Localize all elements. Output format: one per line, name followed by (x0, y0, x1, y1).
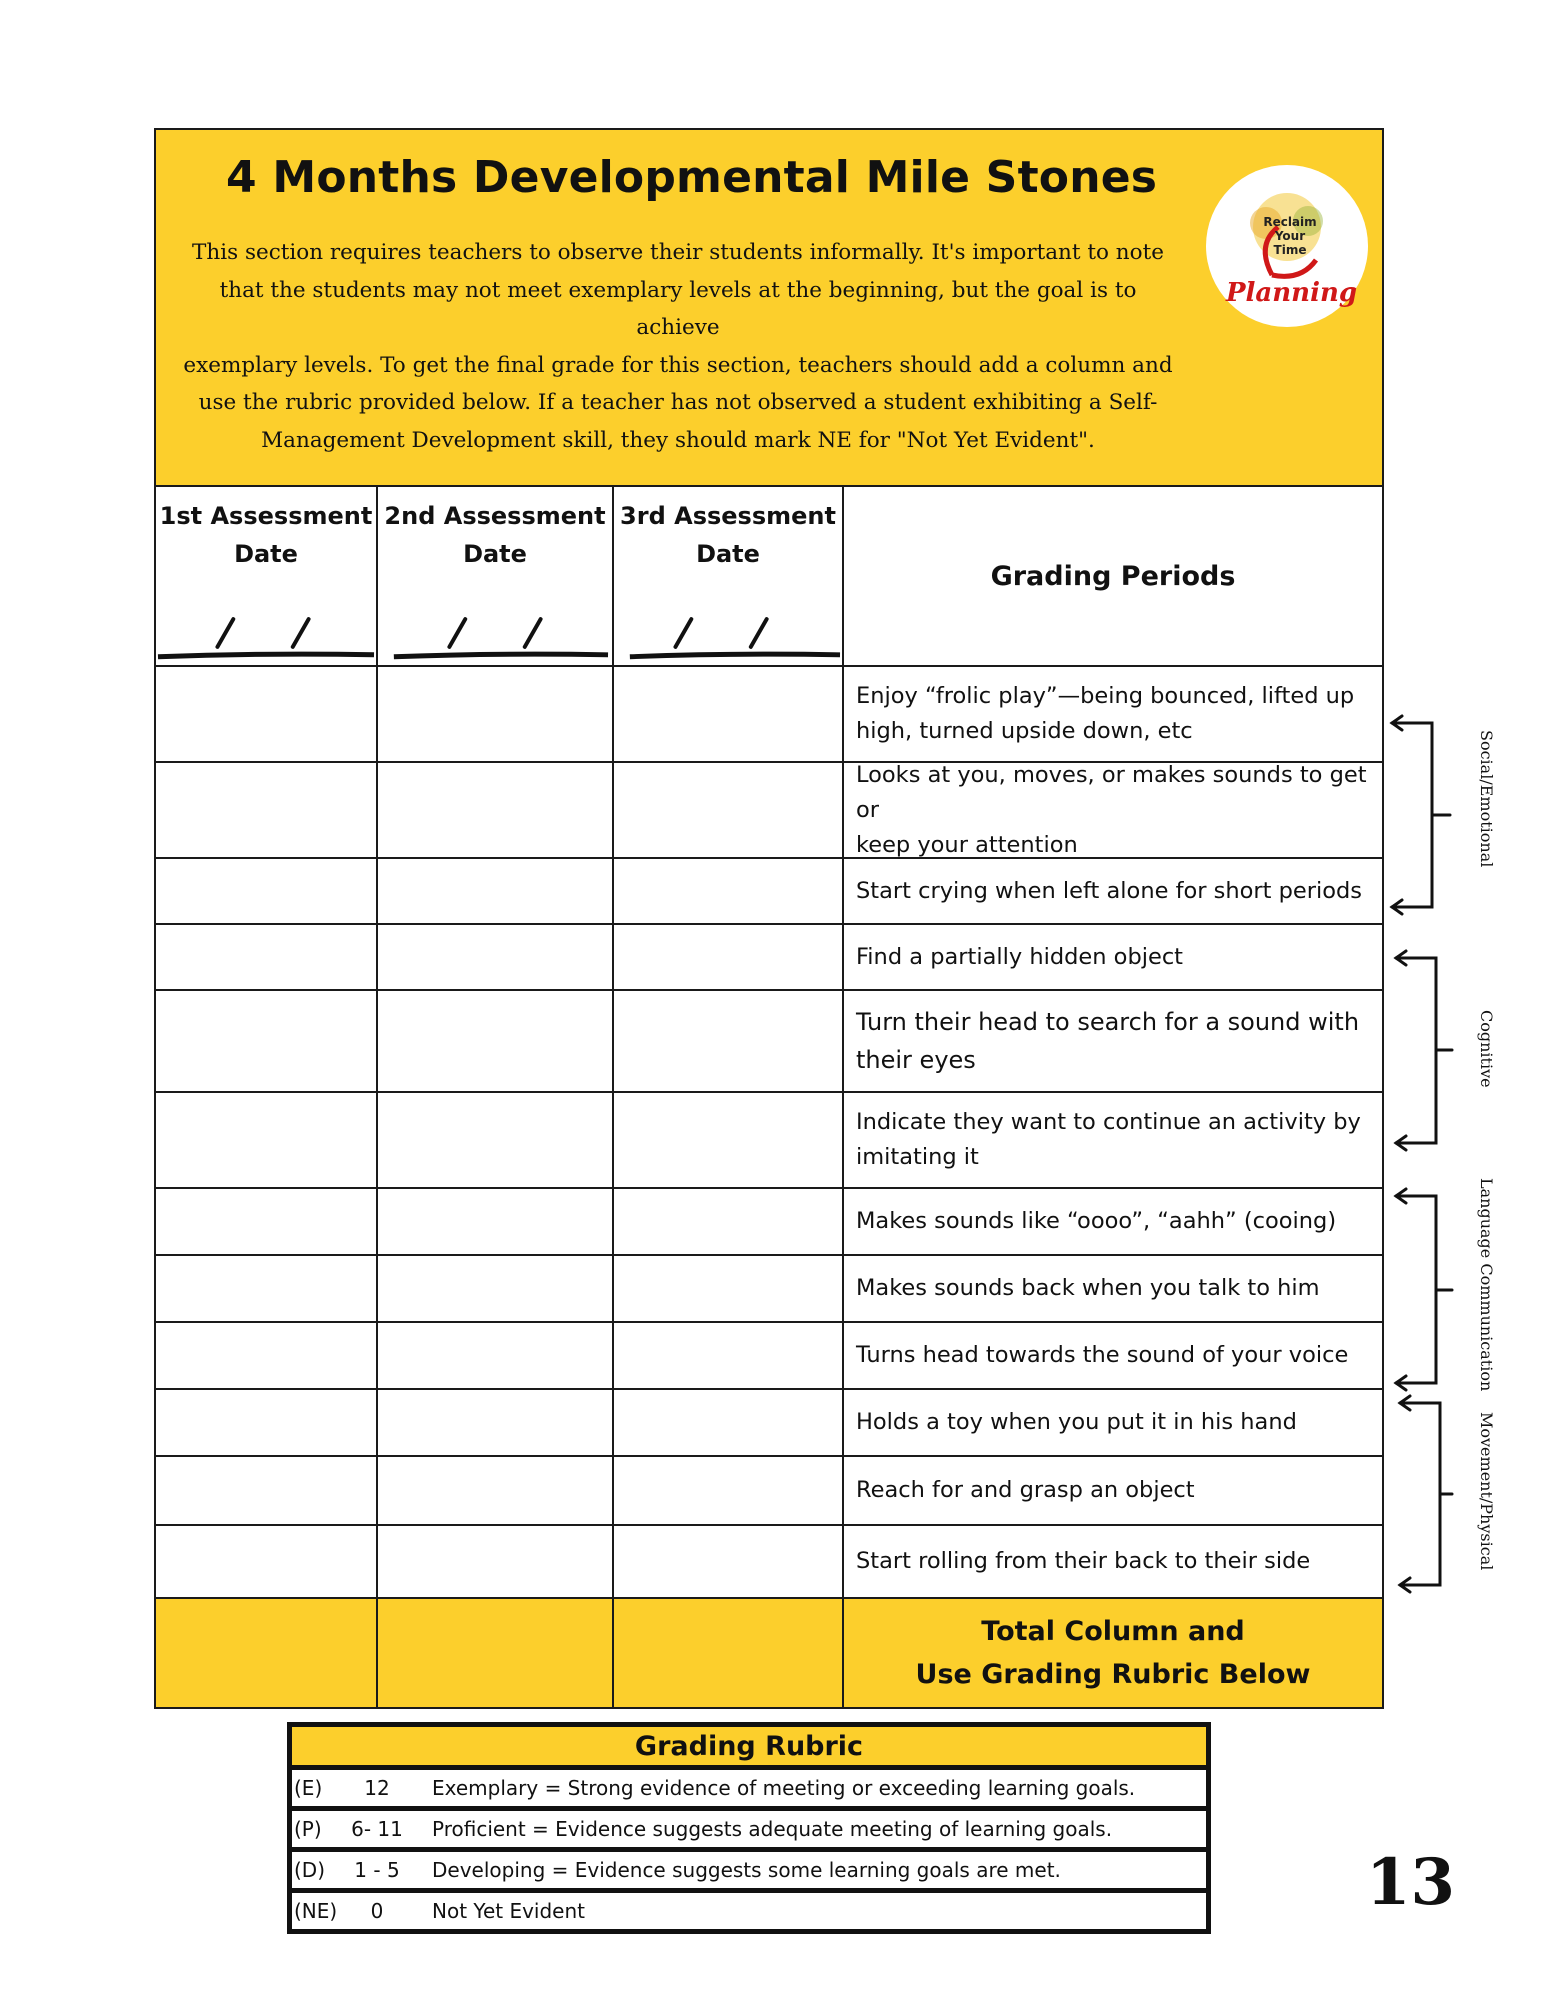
rubric-row: (E) 12 Exemplary = Strong evidence of meeting or exceeding learning goals. (287, 1770, 1211, 1811)
assessment-2-cell[interactable] (378, 991, 614, 1091)
milestone-text: Indicate they want to continue an activity by imitating it (856, 1109, 1361, 1170)
assessment-1-cell[interactable] (156, 1256, 378, 1321)
table-row (156, 761, 1382, 857)
logo-tagline: Reclaim Your Time (1263, 215, 1317, 257)
assessment-3-cell[interactable] (614, 667, 844, 761)
assessment-3-cell[interactable] (614, 1256, 844, 1321)
intro-line: that the students may not meet exemplary levels at the beginning, but the goal is to achieve (219, 277, 1137, 340)
assessment-1-cell[interactable] (156, 1390, 378, 1455)
assessment-2-cell[interactable] (378, 925, 614, 989)
assessment-2-cell[interactable] (378, 1093, 614, 1187)
rubric-row: (P) 6- 11 Proficient = Evidence suggests adequate meeting of learning goals. (287, 1811, 1211, 1852)
assessment-3-cell[interactable] (614, 1093, 844, 1187)
grading-rubric (287, 1722, 1211, 1934)
table-row (156, 1187, 1382, 1254)
milestone-text: Turn their head to search for a sound with their eyes (856, 1008, 1360, 1074)
assessment-2-cell[interactable] (378, 1526, 614, 1597)
milestone-text: Makes sounds like “oooo”, “aahh” (cooing) (856, 1208, 1337, 1234)
category-brackets-icon (1384, 700, 1454, 1600)
assessment-1-cell[interactable] (156, 991, 378, 1091)
assessment-1-cell[interactable] (156, 763, 378, 857)
assessment-3-cell[interactable] (614, 1189, 844, 1254)
table-row (156, 857, 1382, 923)
assessment-2-cell[interactable] (378, 763, 614, 857)
header-2nd-assessment: 2nd Assessment Date (378, 487, 614, 665)
table-row (156, 1455, 1382, 1524)
intro-line: This section requires teachers to observe their students informally. It's important to note (192, 240, 1164, 265)
category-label-language: Language Communication (1477, 1178, 1496, 1392)
date-blank-icon (614, 601, 842, 661)
milestone-text: Holds a toy when you put it in his hand (856, 1409, 1297, 1435)
assessment-2-cell[interactable] (378, 667, 614, 761)
assessment-3-cell[interactable] (614, 1526, 844, 1597)
total-1-cell[interactable] (156, 1599, 378, 1707)
milestone-text: Reach for and grasp an object (856, 1477, 1195, 1503)
rubric-row: (NE) 0 Not Yet Evident (287, 1893, 1211, 1934)
assessment-1-cell[interactable] (156, 925, 378, 989)
assessment-1-cell[interactable] (156, 1323, 378, 1388)
date-blank-icon (378, 601, 612, 661)
milestone-text: Enjoy “frolic play”—being bounced, lifted up high, turned upside down, etc (856, 683, 1355, 744)
assessment-3-cell[interactable] (614, 1323, 844, 1388)
assessment-1-cell[interactable] (156, 1093, 378, 1187)
table-row (156, 1388, 1382, 1455)
milestone-text: Makes sounds back when you talk to him (856, 1275, 1320, 1301)
assessment-3-cell[interactable] (614, 925, 844, 989)
assessment-2-cell[interactable] (378, 1256, 614, 1321)
page-title: 4 Months Developmental Mile Stones (226, 152, 1158, 203)
header-3rd-assessment: 3rd Assessment Date (614, 487, 844, 665)
total-row (156, 1597, 1382, 1707)
assessment-1-cell[interactable] (156, 1189, 378, 1254)
assessment-3-cell[interactable] (614, 859, 844, 923)
intro-line: use the rubric provided below. If a teacher has not observed a student exhibiting a Self- (198, 390, 1158, 415)
intro-line: exemplary levels. To get the final grade for this section, teachers should add a column and (183, 352, 1173, 378)
assessment-2-cell[interactable] (378, 1189, 614, 1254)
date-blank-icon (156, 601, 376, 661)
assessment-2-cell[interactable] (378, 1457, 614, 1524)
assessment-3-cell[interactable] (614, 991, 844, 1091)
intro-line: Management Development skill, they should mark NE for "Not Yet Evident". (261, 427, 1095, 453)
milestone-text: Start crying when left alone for short periods (856, 877, 1363, 904)
milestone-text: Looks at you, moves, or makes sounds to get or keep your attention (856, 761, 1367, 858)
rubric-row: (D) 1 - 5 Developing = Evidence suggests some learning goals are met. (287, 1852, 1211, 1893)
assessment-1-cell[interactable] (156, 859, 378, 923)
page-number: 13 (1366, 1845, 1456, 1920)
assessment-2-cell[interactable] (378, 1323, 614, 1388)
logo (1206, 165, 1368, 327)
milestones-sheet (154, 128, 1384, 1709)
table-row (156, 1321, 1382, 1388)
total-label: Total Column and Use Grading Rubric Below (915, 1616, 1311, 1690)
total-3-cell[interactable] (614, 1599, 844, 1707)
table-row (156, 989, 1382, 1091)
milestone-text: Start rolling from their back to their side (856, 1548, 1311, 1574)
intro-paragraph (178, 234, 1178, 459)
header-1st-assessment: 1st Assessment Date (156, 487, 378, 665)
grading-periods-header: Grading Periods (990, 560, 1236, 592)
milestone-text: Turns head towards the sound of your voice (856, 1342, 1349, 1368)
table-row (156, 1091, 1382, 1187)
assessment-1-cell[interactable] (156, 1526, 378, 1597)
category-label-movement: Movement/Physical (1477, 1412, 1496, 1571)
category-label-social: Social/Emotional (1477, 730, 1496, 868)
assessment-1-cell[interactable] (156, 667, 378, 761)
assessment-3-cell[interactable] (614, 1390, 844, 1455)
table-row (156, 1524, 1382, 1597)
header-panel (156, 130, 1382, 487)
total-2-cell[interactable] (378, 1599, 614, 1707)
table-row (156, 923, 1382, 989)
rubric-title: Grading Rubric (287, 1722, 1211, 1770)
assessment-1-cell[interactable] (156, 1457, 378, 1524)
table-row (156, 665, 1382, 761)
assessment-3-cell[interactable] (614, 1457, 844, 1524)
logo-brand: Planning (1226, 278, 1358, 308)
assessment-2-cell[interactable] (378, 1390, 614, 1455)
assessment-3-cell[interactable] (614, 763, 844, 857)
category-label-cognitive: Cognitive (1477, 1010, 1496, 1088)
milestone-text: Find a partially hidden object (856, 943, 1184, 970)
assessment-2-cell[interactable] (378, 859, 614, 923)
table-row (156, 1254, 1382, 1321)
